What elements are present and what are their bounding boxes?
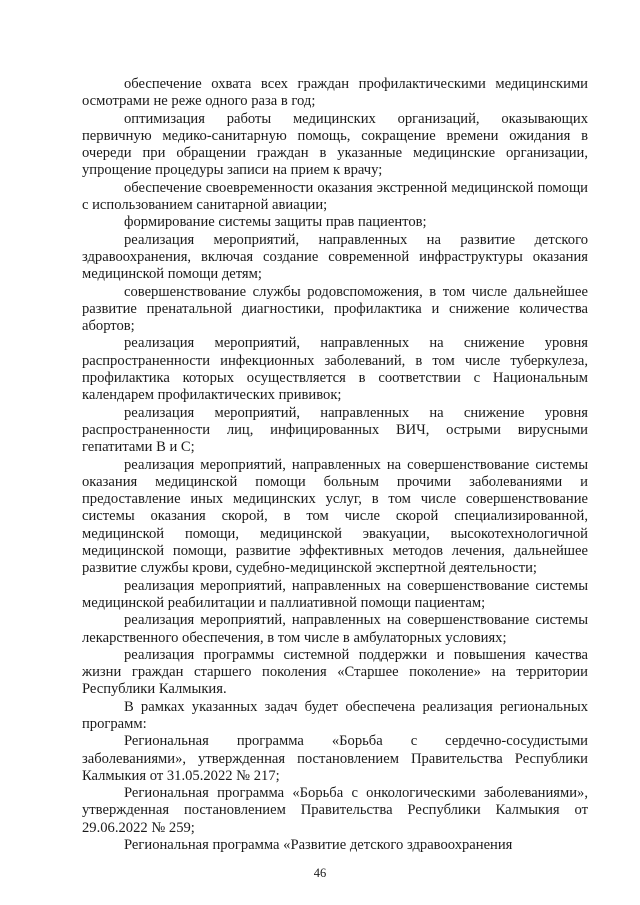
- paragraph: реализация мероприятий, направленных на развитие детского здравоохранения, включая создание современной инфраструктуры оказания медицинской помощи детям;: [82, 231, 588, 283]
- paragraph: Региональная программа «Развитие детского здравоохранения: [124, 837, 513, 854]
- paragraph: совершенствование службы родовспоможения, в том числе дальнейшее развитие пренатальной диагностики, профилактика и снижение количества абортов;: [82, 283, 588, 335]
- paragraph: Региональная программа «Борьба с сердечно-сосудистыми заболеваниями», утвержденная постановлением Правительства Республики Калмыкия от 31.05.2022 № 217;: [82, 733, 588, 784]
- page-number: 46: [313, 866, 327, 880]
- paragraph: оптимизация работы медицинских организаций, оказывающих первичную медико-санитарную помощь, сокращение времени ожидания в очереди при обращении граждан в указанные медицинские организации, упрощение процедуры записи на прием к врачу;: [82, 110, 588, 179]
- paragraph: реализация программы системной поддержки и повышения качества жизни граждан старшего поколения «Старшее поколение» на территории Республики Калмыкия.: [82, 646, 588, 698]
- paragraph: Региональная программа «Борьба с онкологическими заболеваниями», утвержденная постановлением Правительства Республики Калмыкия от 29.06.2022 № 259;: [82, 785, 588, 836]
- paragraph: реализация мероприятий, направленных на снижение уровня распространенности инфекционных заболеваний, в том числе туберкулеза, профилактика которых осуществляется в соответствии с Национальным календарем профилактических прививок;: [82, 335, 588, 404]
- paragraph: обеспечение охвата всех граждан профилактическими медицинскими осмотрами не реже одного раза в год;: [82, 76, 588, 110]
- paragraph: реализация мероприятий, направленных на совершенствование системы лекарственного обеспечения, в том числе в амбулаторных условиях;: [82, 612, 588, 646]
- paragraph: реализация мероприятий, направленных на совершенствование системы медицинской реабилитации и паллиативной помощи пациентам;: [82, 577, 588, 611]
- document-body: [82, 76, 588, 854]
- paragraph: реализация мероприятий, направленных на снижение уровня распространенности лиц, инфицированных ВИЧ, острыми вирусными гепатитами В и С;: [82, 404, 588, 456]
- paragraph: В рамках указанных задач будет обеспечена реализация региональных программ:: [82, 698, 588, 732]
- paragraph: реализация мероприятий, направленных на совершенствование системы оказания медицинской помощи больным прочими заболеваниями и предоставление иных медицинских услуг, в том числе совершенствование системы оказания скорой, в том числе скорой специализированной, медицинской помощи, медицинской эвакуации, высокотехнологичной медицинской помощи, развитие эффективных методов лечения, дальнейшее развитие службы крови, судебно-медицинской экспертной деятельности;: [82, 456, 588, 577]
- paragraph: обеспечение своевременности оказания экстренной медицинской помощи с использованием санитарной авиации;: [82, 179, 588, 214]
- paragraph: формирование системы защиты прав пациентов;: [124, 214, 427, 231]
